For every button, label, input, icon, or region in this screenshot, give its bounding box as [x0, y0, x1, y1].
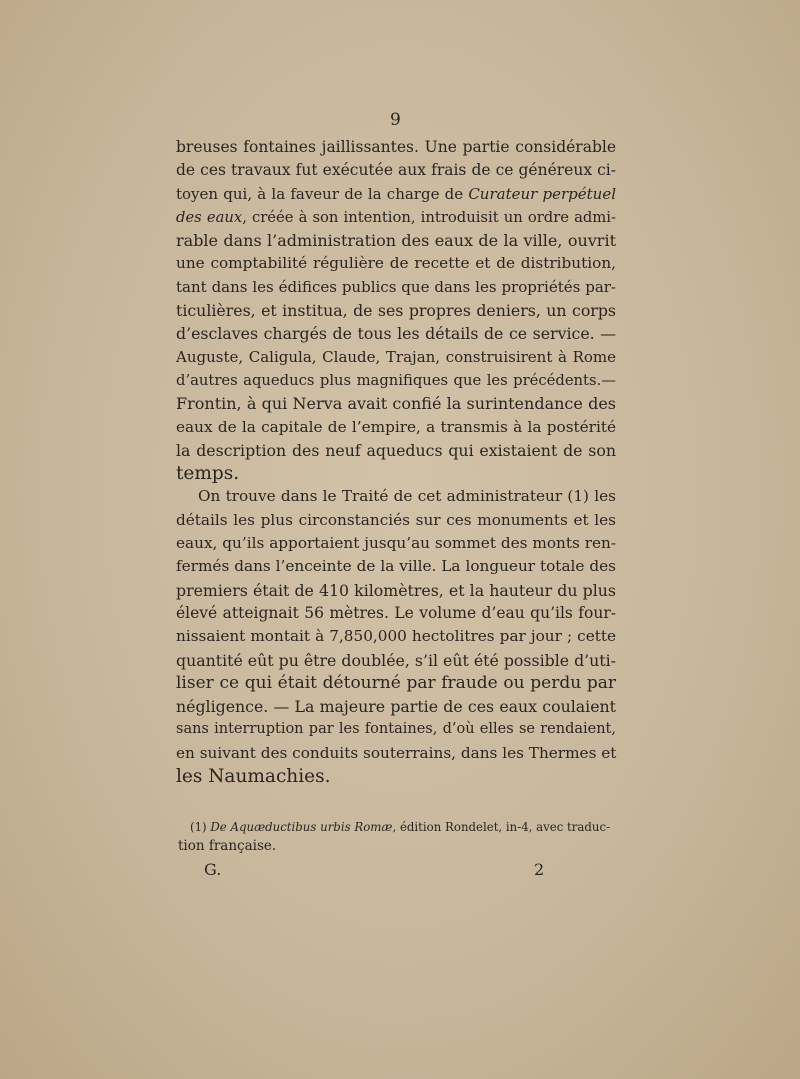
text-line	[176, 579, 616, 602]
text-line-content: de ces travaux fut exécutée aux frais de ce généreux ci-	[176, 161, 616, 180]
text-line-content: tant dans les édifices publics que dans les propriétés par-	[176, 277, 616, 296]
text-line-content: la description des neuf aqueducs qui existaient de son	[176, 440, 616, 460]
text-line	[176, 439, 616, 462]
text-line-content: rable dans l’administration des eaux de la ville, ouvrit	[176, 231, 616, 251]
text-line-content: , créée à son intention, introduisit un ordre admi-	[242, 208, 616, 226]
text-line	[176, 346, 616, 369]
text-line-content: ticulières, et institua, de ses propres deniers, un corps	[176, 301, 616, 321]
text-line-content: en suivant des conduits souterrains, dans les Thermes et	[176, 743, 617, 762]
text-line-content: toyen qui, à la faveur de la charge de	[176, 184, 469, 203]
text-line	[176, 509, 616, 532]
italic-phrase: Curateur perpétuel	[468, 184, 616, 203]
text-line	[176, 672, 616, 695]
text-line-content: breuses fontaines jaillissantes. Une partie considérable	[176, 138, 616, 156]
text-line-content: Auguste, Caligula, Claude, Trajan, construisirent à Rome	[176, 347, 616, 366]
text-line	[176, 322, 616, 345]
text-line-content: quantité eût pu être doublée, s’il eût été possible d’uti-	[176, 650, 616, 670]
text-line	[176, 369, 616, 392]
text-line-content: eaux de la capitale de l’empire, a transmis à la postérité	[176, 417, 616, 436]
text-line-content: d’autres aqueducs plus magnifiques que les précédents.—	[176, 371, 616, 389]
text-line	[176, 299, 616, 322]
text-line	[176, 229, 616, 252]
footnote	[178, 818, 618, 856]
text-line-content: temps.	[176, 463, 240, 485]
text-line-content: élevé atteignait 56 mètres. Le volume d’eau qu’ils four-	[176, 603, 616, 622]
text-line	[176, 649, 616, 672]
text-line-content: d’esclaves chargés de tous les détails de ce service. —	[176, 324, 616, 344]
text-line-content: une comptabilité régulière de recette et de distribution,	[176, 254, 616, 273]
page-number: 9	[390, 110, 401, 130]
body-text	[176, 136, 616, 788]
text-line	[176, 392, 616, 415]
text-line	[176, 532, 616, 555]
footnote-line-1	[178, 818, 618, 837]
text-line	[176, 625, 616, 648]
text-line-content: liser ce qui était détourné par fraude ou perdu par	[176, 672, 616, 693]
text-line	[176, 555, 616, 578]
text-line	[176, 276, 616, 299]
text-line	[176, 742, 616, 765]
footnote-title: De Aquæductibus urbis Romæ	[210, 820, 393, 834]
text-line	[176, 159, 616, 182]
footnote-marker: (1)	[190, 820, 211, 834]
text-line	[176, 765, 616, 788]
signature-mark: G.	[204, 860, 222, 879]
text-line	[176, 718, 616, 741]
footnote-line-2: tion française.	[178, 838, 277, 854]
text-line-content: eaux, qu’ils apportaient jusqu’au sommet des monts ren-	[176, 534, 616, 553]
text-line-content: fermés dans l’enceinte de la ville. La longueur totale des	[176, 557, 616, 576]
text-line	[176, 206, 616, 229]
text-line	[176, 416, 616, 439]
text-line	[176, 602, 616, 625]
text-line-content: sans interruption par les fontaines, d’où elles se rendaient,	[176, 721, 616, 738]
text-line-content: négligence. — La majeure partie de ces eaux coulaient	[176, 697, 616, 717]
text-line-content: premiers était de 410 kilomètres, et la hauteur du plus	[176, 580, 616, 600]
text-line	[176, 252, 616, 275]
footnote-rest: , édition Rondelet, in-4, avec traduc-	[392, 820, 611, 834]
text-line-content: Frontin, à qui Nerva avait confié la surintendance des	[176, 394, 616, 414]
text-line-content: On trouve dans le Traité de cet administrateur (1) les	[198, 487, 616, 506]
text-line-content: détails les plus circonstanciés sur ces monuments et les	[176, 510, 616, 529]
italic-phrase: des eaux	[176, 208, 243, 226]
text-line-content: les Naumachies.	[176, 766, 331, 788]
signature-number: 2	[534, 860, 545, 879]
text-line	[176, 695, 616, 718]
text-line-content: nissaient montait à 7,850,000 hectolitres par jour ; cette	[176, 627, 616, 646]
text-line	[176, 462, 616, 485]
text-line	[176, 136, 616, 159]
text-line	[176, 183, 616, 206]
text-line	[176, 485, 616, 508]
